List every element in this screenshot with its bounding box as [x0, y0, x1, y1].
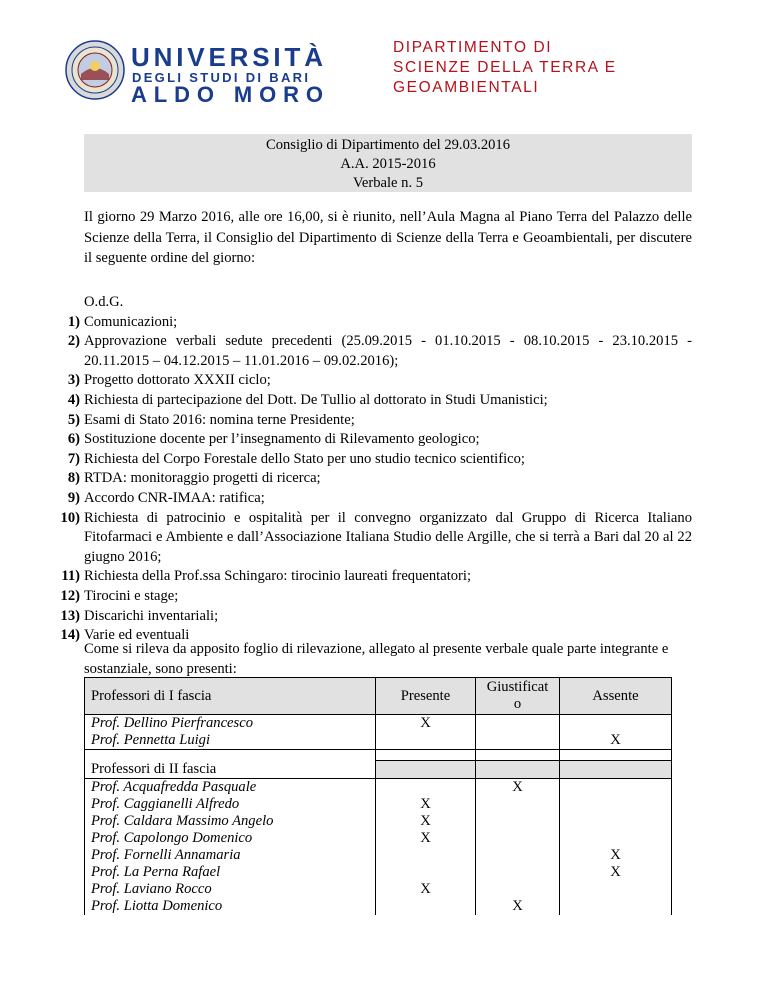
agenda-item-number: 8): [67, 470, 80, 487]
present-mark: X: [376, 796, 476, 813]
agenda-heading: O.d.G.: [84, 294, 124, 310]
table-row: [85, 864, 672, 881]
table-row: [85, 881, 672, 898]
member-name: Prof. Caldara Massimo Angelo: [85, 813, 376, 830]
agenda-list: [60, 313, 692, 646]
agenda-item-text: Esami di Stato 2016: nomina terne Presidente;: [84, 411, 355, 428]
agenda-item-text: Richiesta di partecipazione del Dott. De Tullio al dottorato in Studi Umanistici;: [84, 391, 548, 408]
member-name: Prof. Liotta Domenico: [85, 898, 376, 915]
present-mark: X: [376, 813, 476, 830]
presence-paragraph: Come si rileva da apposito foglio di rilevazione, allegato al presente verbale quale parte integrante e sostanziale, sono presenti:: [84, 641, 669, 677]
table-row: [85, 732, 672, 750]
university-seal-icon: [65, 40, 125, 100]
logo-line-3: ALDO MORO: [131, 82, 323, 104]
justified-mark: [476, 864, 560, 881]
agenda-item: [67, 489, 692, 509]
absent-mark: X: [560, 847, 672, 864]
agenda-item-number: 7): [67, 450, 80, 467]
present-mark: X: [376, 715, 476, 733]
absent-mark: [560, 779, 672, 797]
justified-mark: [476, 715, 560, 733]
justified-mark: [476, 881, 560, 898]
section-2-header-cell: [376, 761, 476, 779]
absent-mark: [560, 796, 672, 813]
member-name: Prof. Dellino Pierfrancesco: [85, 715, 376, 733]
agenda-item-text: Sostituzione docente per l’insegnamento di Rilevamento geologico;: [84, 431, 480, 448]
university-logo-wordmark: [131, 40, 331, 104]
absent-mark: [560, 715, 672, 733]
header-category: Professori di I fascia: [85, 678, 376, 715]
table-header-row: [85, 678, 672, 715]
department-line-3: GEOAMBIENTALI: [393, 79, 540, 96]
agenda-item-text: Comunicazioni;: [84, 313, 178, 330]
present-mark: X: [376, 830, 476, 847]
logo-line-1: UNIVERSITÀ: [131, 42, 323, 72]
agenda-item-text: Accordo CNR-IMAA: ratifica;: [84, 489, 265, 506]
agenda-item-number: 5): [67, 411, 80, 428]
meeting-title: Consiglio di Dipartimento del 29.03.2016: [265, 137, 511, 153]
table-row: [85, 898, 672, 915]
present-mark: [376, 732, 476, 750]
agenda-item-text: RTDA: monitoraggio progetti di ricerca;: [84, 470, 321, 487]
agenda-item-number: 1): [67, 313, 80, 330]
agenda-item-number: 14): [60, 627, 80, 644]
justified-mark: [476, 830, 560, 847]
agenda-item-text: Discarichi inventariali;: [84, 607, 219, 624]
meeting-title-box: [84, 134, 692, 192]
present-mark: [376, 847, 476, 864]
justified-mark: [476, 796, 560, 813]
member-name: Prof. Pennetta Luigi: [85, 732, 376, 750]
table-row: [85, 779, 672, 797]
absent-mark: X: [560, 864, 672, 881]
agenda-item: [60, 587, 692, 607]
table-row: [85, 847, 672, 864]
attendance-table: [84, 677, 672, 915]
header-justified-line2: o: [513, 696, 522, 712]
department-name: [393, 38, 617, 98]
agenda-item: [67, 391, 692, 411]
gap-cell: [85, 750, 376, 761]
agenda: [60, 293, 692, 646]
agenda-item-number: 13): [60, 607, 80, 624]
agenda-item-text: Varie ed eventuali: [84, 627, 190, 644]
agenda-item: [61, 567, 692, 587]
agenda-item-text: Tirocini e stage;: [84, 587, 179, 604]
header-justified: [476, 678, 560, 715]
section-2-header-cell: [560, 761, 672, 779]
member-name: Prof. La Perna Rafael: [85, 864, 376, 881]
agenda-item-text: Richiesta di patrocinio e ospitalità per il convegno organizzato dal Gruppo di Ricerca Italiano Fitofarmaci e Ambiente e dall’Associazione Italiana Studio delle Argille, che si terrà a Bari dal 20 al 22 giugno 2016;: [84, 509, 692, 565]
agenda-item-text: Approvazione verbali sedute precedenti (25.09.2015 - 01.10.2015 - 08.10.2015 - 23.10.2015 - 20.11.2015 – 04.12.2015 – 11.01.2016 – 09.02.2016);: [84, 333, 692, 369]
present-mark: X: [376, 881, 476, 898]
present-mark: [376, 779, 476, 797]
agenda-item-number: 11): [61, 568, 80, 585]
logo-line-2: DEGLI STUDI DI BARI: [132, 70, 308, 85]
justified-mark: [476, 847, 560, 864]
absent-mark: [560, 898, 672, 915]
absent-mark: X: [560, 732, 672, 750]
agenda-item-number: 2): [67, 333, 80, 350]
gap-cell: [560, 750, 672, 761]
table-row: [85, 796, 672, 813]
agenda-item-number: 4): [67, 391, 80, 408]
table-row: [85, 813, 672, 830]
agenda-item: [67, 371, 692, 391]
present-mark: [376, 864, 476, 881]
section-2-rows: [85, 779, 672, 916]
agenda-item: [67, 430, 692, 450]
minutes-number: Verbale n. 5: [352, 175, 424, 191]
section-2-title: Professori di II fascia: [85, 761, 376, 779]
justified-mark: X: [476, 898, 560, 915]
agenda-item: [60, 607, 692, 627]
header-present: Presente: [376, 678, 476, 715]
justified-mark: [476, 732, 560, 750]
member-name: Prof. Caggianelli Alfredo: [85, 796, 376, 813]
member-name: Prof. Capolongo Domenico: [85, 830, 376, 847]
agenda-item: [67, 469, 692, 489]
agenda-item-text: Richiesta della Prof.ssa Schingaro: tirocinio laureati frequentatori;: [84, 568, 472, 585]
justified-mark: X: [476, 779, 560, 797]
table-row: [85, 830, 672, 847]
absent-mark: [560, 813, 672, 830]
agenda-item-number: 3): [67, 372, 80, 389]
department-line-1: DIPARTIMENTO DI: [393, 39, 553, 56]
gap-cell: [376, 750, 476, 761]
present-mark: [376, 898, 476, 915]
department-line-2: SCIENZE DELLA TERRA E: [393, 59, 617, 76]
section-gap: [85, 750, 672, 761]
agenda-item-text: Richiesta del Corpo Forestale dello Stato per uno studio tecnico scientifico;: [84, 450, 525, 467]
member-name: Prof. Laviano Rocco: [85, 881, 376, 898]
intro-paragraph: Il giorno 29 Marzo 2016, alle ore 16,00, si è riunito, nell’Aula Magna al Piano Terra del Palazzo delle Scienze della Terra, il Consiglio del Dipartimento di Scienze della Terra e Geoambientali, per discutere il seguente ordine del giorno:: [84, 209, 692, 266]
section-2-header-cell: [476, 761, 560, 779]
justified-mark: [476, 813, 560, 830]
member-name: Prof. Acquafredda Pasquale: [85, 779, 376, 797]
table-row: [85, 715, 672, 733]
agenda-item-number: 12): [60, 587, 80, 604]
agenda-item-text: Progetto dottorato XXXII ciclo;: [84, 372, 271, 389]
member-name: Prof. Fornelli Annamaria: [85, 847, 376, 864]
section-1-rows: [85, 715, 672, 750]
agenda-item: [67, 313, 692, 333]
agenda-item: [60, 509, 692, 568]
gap-cell: [476, 750, 560, 761]
page-header: [0, 0, 768, 120]
agenda-item: [67, 411, 692, 431]
academic-year: A.A. 2015-2016: [340, 156, 436, 172]
agenda-item: [67, 332, 692, 371]
absent-mark: [560, 830, 672, 847]
agenda-item-number: 6): [67, 431, 80, 448]
agenda-item-number: 10): [60, 509, 80, 526]
section-2-header-row: [85, 761, 672, 779]
agenda-item: [67, 450, 692, 470]
header-justified-line1: Giustificat: [486, 679, 549, 695]
agenda-item-number: 9): [67, 489, 80, 506]
absent-mark: [560, 881, 672, 898]
header-absent: Assente: [560, 678, 672, 715]
